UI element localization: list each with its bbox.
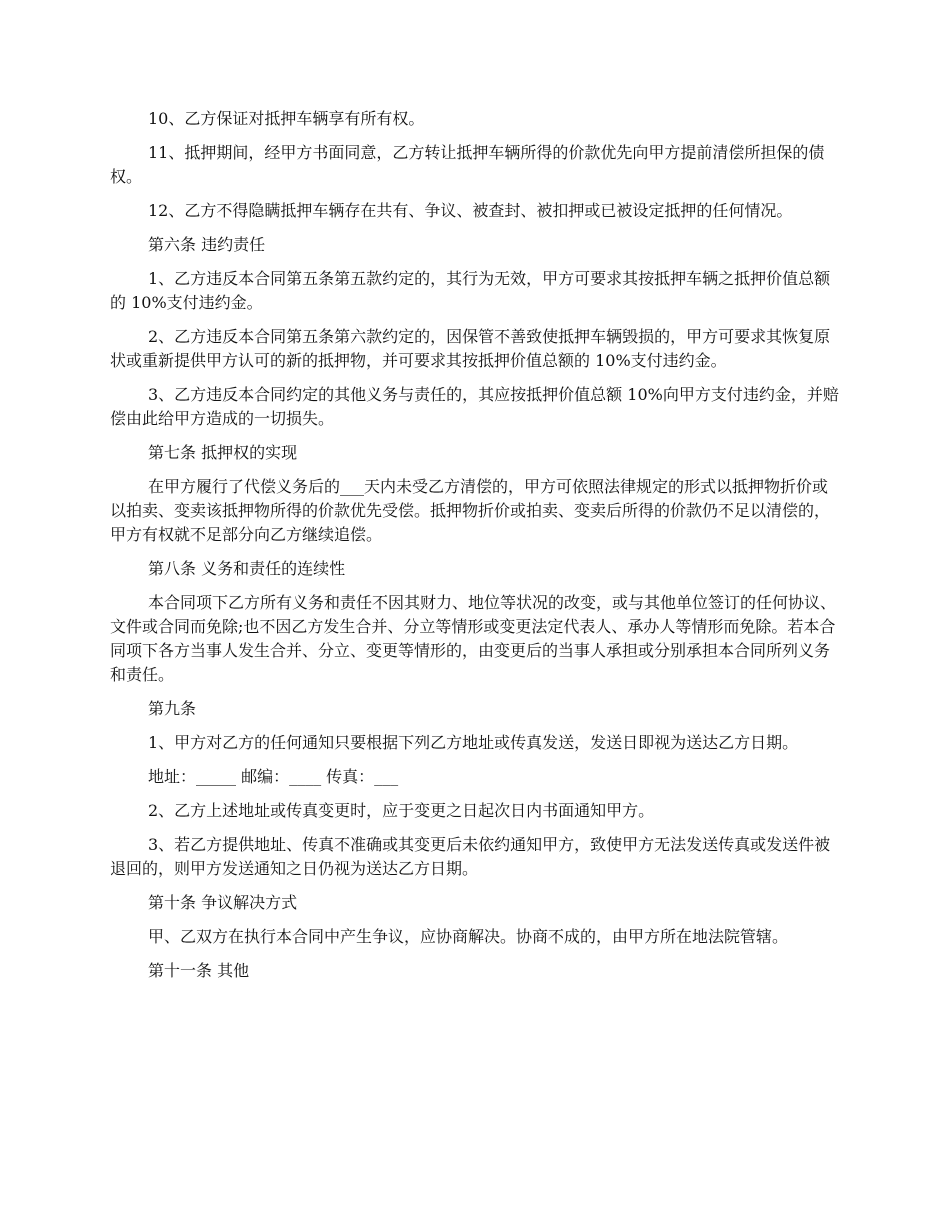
article-8-heading: 第八条 义务和责任的连续性	[148, 559, 346, 578]
article-6-heading: 第六条 违约责任	[148, 235, 266, 254]
article-9-item-3: 3、若乙方提供地址、传真不准确或其变更后未依约通知甲方，致使甲方无法发送传真或发送件被退回的，则甲方发送通知之日仍视为送达乙方日期。	[110, 835, 831, 878]
article-9-item-2: 2、乙方上述地址或传真变更时，应于变更之日起次日内书面通知甲方。	[148, 801, 655, 820]
article-8-body: 本合同项下乙方所有义务和责任不因其财力、地位等状况的改变，或与其他单位签订的任何协议、文件或合同而免除;也不因乙方发生合并、分立等情形或变更法定代表人、承办人等情形而免除。若本合同项下各方当事人发生合并、分立、变更等情形的，由变更后的当事人承担或分别承担本合同所列义务和责任。	[110, 593, 837, 684]
article-6-item-3: 3、乙方违反本合同约定的其他义务与责任的，其应按抵押价值总额 10%向甲方支付违约金，并赔偿由此给甲方造成的一切损失。	[110, 385, 839, 428]
article-7-body: 在甲方履行了代偿义务后的___天内未受乙方清偿的，甲方可依照法律规定的形式以抵押物折价或以拍卖、变卖该抵押物所得的价款优先受偿。抵押物折价或拍卖、变卖后所得的价款仍不足以清偿的，甲方有权就不足部分向乙方继续追偿。	[110, 477, 831, 544]
article-10-body: 甲、乙双方在执行本合同中产生争议，应协商解决。协商不成的，由甲方所在地法院管辖。	[148, 927, 789, 946]
address-line: 地址：_____ 邮编：____ 传真：___	[148, 767, 399, 786]
article-9-heading: 第九条	[148, 699, 197, 718]
clause-12-disclosure: 12、乙方不得隐瞒抵押车辆存在共有、争议、被查封、被扣押或已被设定抵押的任何情况。	[148, 201, 793, 220]
article-6-item-2: 2、乙方违反本合同第五条第六款约定的，因保管不善致使抵押车辆毁损的，甲方可要求其恢复原状或重新提供甲方认可的新的抵押物，并可要求其按抵押价值总额的 10%支付违约金。	[110, 327, 831, 370]
article-9-item-1: 1、甲方对乙方的任何通知只要根据下列乙方地址或传真发送，发送日即视为送达乙方日期。	[148, 733, 799, 752]
article-11-heading: 第十一条 其他	[148, 961, 250, 980]
article-10-heading: 第十条 争议解决方式	[148, 893, 298, 912]
article-7-heading: 第七条 抵押权的实现	[148, 443, 298, 462]
clause-10-ownership: 10、乙方保证对抵押车辆享有所有权。	[148, 109, 425, 128]
clause-11-transfer: 11、抵押期间，经甲方书面同意，乙方转让抵押车辆所得的价款优先向甲方提前清偿所担保的债权。	[110, 143, 825, 186]
article-6-item-1: 1、乙方违反本合同第五条第五款约定的，其行为无效，甲方可要求其按抵押车辆之抵押价值总额的 10%支付违约金。	[110, 269, 831, 312]
document-body	[110, 107, 842, 993]
